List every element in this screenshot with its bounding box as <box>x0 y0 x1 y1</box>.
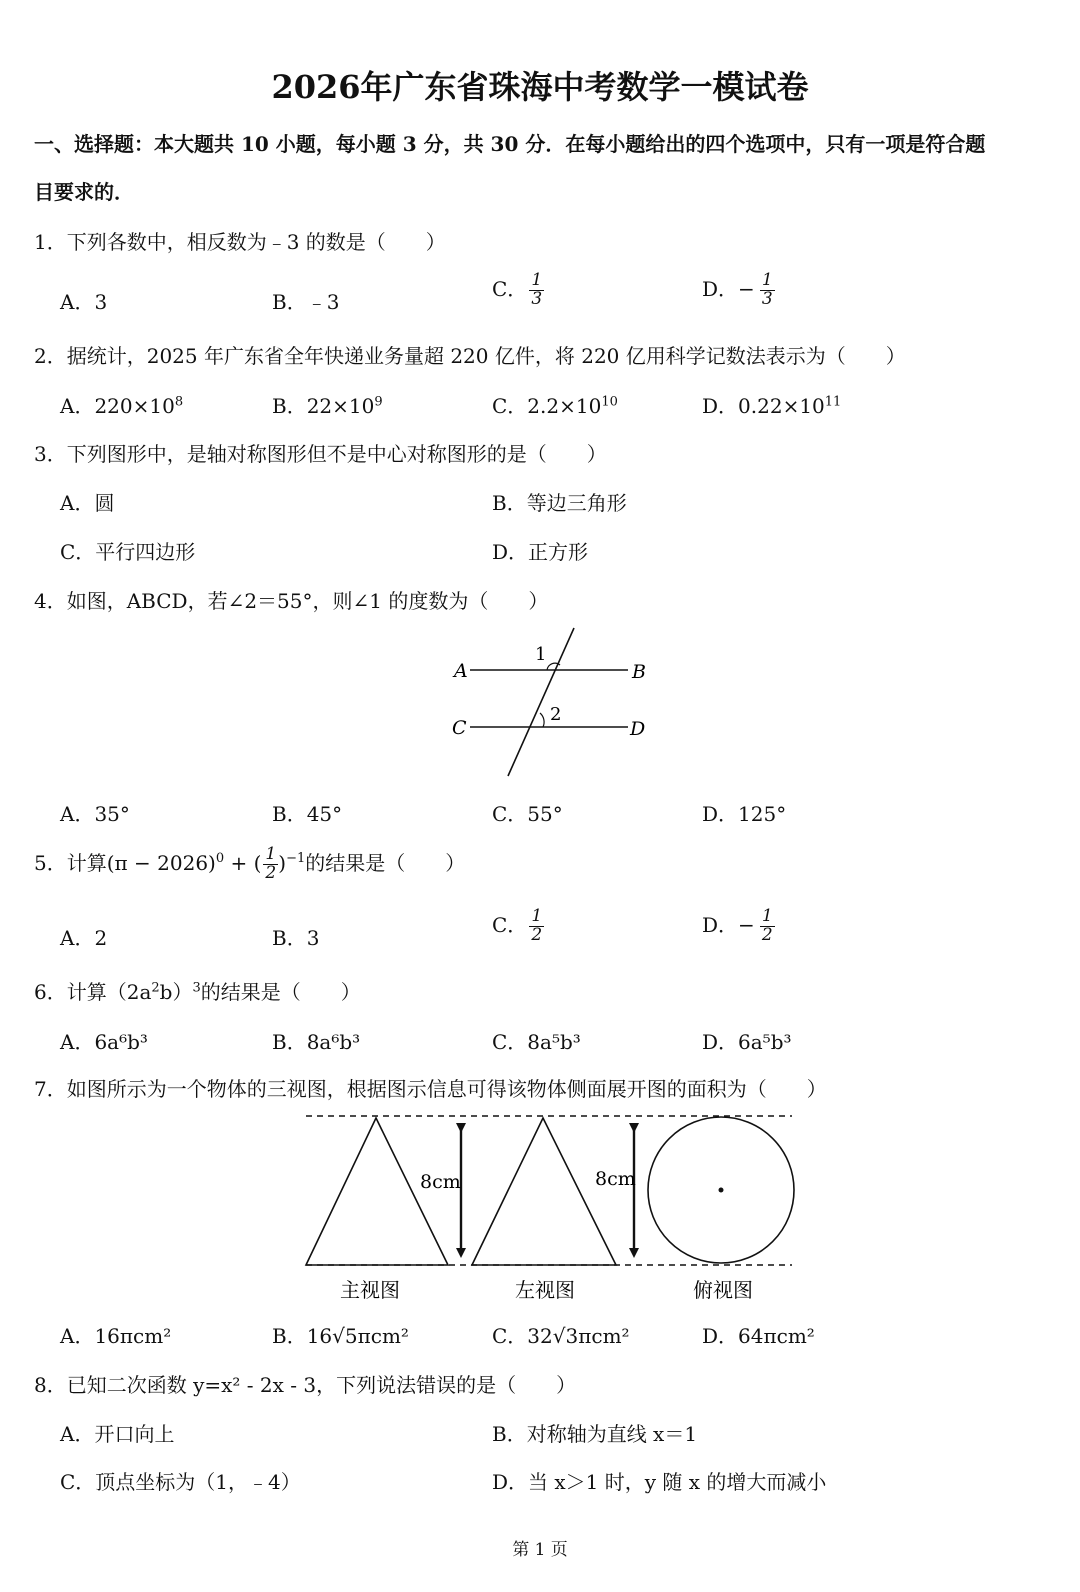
page-title: 2026年广东省珠海中考数学一模试卷 <box>271 68 809 106</box>
label-angle-2: 2 <box>550 704 562 725</box>
exponent: 11 <box>824 394 842 410</box>
q3-stem: 3．下列图形中，是轴对称图形但不是中心对称图形的是（ ） <box>34 442 607 466</box>
q1-option-d <box>702 272 775 309</box>
q7-option-d: D．64πcm² <box>702 1324 815 1348</box>
height-label-1: 8cm <box>420 1171 461 1193</box>
q2-option-d <box>702 390 841 419</box>
minus-sign: − <box>738 912 755 937</box>
q4-option-c: C．55° <box>492 802 563 826</box>
q6-stem-post: 的结果是（ ） <box>200 980 361 1004</box>
q5-option-c-fraction <box>529 908 544 945</box>
fraction-denominator: 2 <box>531 924 543 945</box>
exponent: 8 <box>174 394 184 410</box>
label-d: D <box>630 718 646 740</box>
section-heading-line2: 目要求的． <box>34 180 134 204</box>
exponent: 3 <box>192 980 201 996</box>
angle-2-arc <box>540 713 544 727</box>
fraction-denominator: 3 <box>761 288 773 309</box>
q5-option-d-fraction <box>760 908 775 945</box>
page-number: 第 1 页 <box>512 1540 568 1560</box>
minus-sign: − <box>738 276 755 301</box>
label-b: B <box>632 661 646 683</box>
q8-stem: 8．已知二次函数 y=x² - 2x - 3，下列说法错误的是（ ） <box>34 1373 577 1397</box>
q2-option-c <box>492 390 618 419</box>
fraction-numerator: 1 <box>531 906 543 926</box>
q6-option-c: C．8a⁵b³ <box>492 1030 581 1054</box>
q6-stem-pre: 6．计算（2a <box>34 980 152 1004</box>
q5-option-c <box>492 908 544 945</box>
top-view-caption: 俯视图 <box>693 1278 753 1302</box>
exponent: 9 <box>374 394 383 410</box>
q2-option-a-base: A．220×10 <box>60 394 175 418</box>
exponent: 10 <box>601 394 618 410</box>
fraction-numerator: 1 <box>761 270 773 290</box>
q7-stem: 7．如图所示为一个物体的三视图，根据图示信息可得该物体侧面展开图的面积为（ ） <box>34 1077 827 1101</box>
q1-option-c-fraction <box>529 272 544 309</box>
circle-center-dot <box>719 1188 724 1193</box>
fraction-denominator: 2 <box>265 862 277 883</box>
q1-option-d-label: D． <box>702 276 739 301</box>
exponent: 0 <box>215 851 225 867</box>
q6-stem-mid: b） <box>159 980 193 1004</box>
q5-option-d-label: D． <box>702 912 739 937</box>
q5-stem-post: 的结果是（ ） <box>305 850 466 875</box>
label-a: A <box>454 660 468 682</box>
q6-option-b: B．8a⁶b³ <box>272 1030 361 1054</box>
q2-option-d-base: D．0.22×10 <box>702 394 825 418</box>
q7-option-a: A．16πcm² <box>60 1324 172 1348</box>
q5-option-c-label: C． <box>492 912 528 937</box>
front-view-caption: 主视图 <box>340 1278 400 1302</box>
q4-option-d: D．125° <box>702 802 787 826</box>
q7-option-c: C．32√3πcm² <box>492 1324 630 1348</box>
left-view-triangle <box>472 1118 616 1265</box>
q7-option-b: B．16√5πcm² <box>272 1324 409 1348</box>
q4-stem: 4．如图，ABCD，若∠2＝55°，则∠1 的度数为（ ） <box>34 589 549 613</box>
q1-option-c <box>492 272 544 309</box>
q4-parallel-lines-figure <box>440 622 670 782</box>
q5-option-d <box>702 908 775 945</box>
height-label-2: 8cm <box>595 1168 636 1190</box>
fraction-numerator: 1 <box>761 906 773 926</box>
q3-option-d: D．正方形 <box>492 540 589 564</box>
exponent: 2 <box>151 980 160 996</box>
q5-option-b: B．3 <box>272 926 320 950</box>
q2-stem: 2．据统计，2025 年广东省全年快递业务量超 220 亿件，将 220 亿用科学记数法表示为（ ） <box>34 344 906 368</box>
q8-option-a: A．开口向上 <box>60 1422 175 1446</box>
q4-option-b: B．45° <box>272 802 343 826</box>
q2-option-b <box>272 390 383 419</box>
q1-option-b: B．﹣3 <box>272 290 340 314</box>
q2-option-b-base: B．22×10 <box>272 394 375 418</box>
section-heading-line1: 一、选择题：本大题共 10 小题，每小题 3 分，共 30 分．在每小题给出的四个选项中，只有一项是符合题 <box>34 132 986 156</box>
q8-option-d: D．当 x＞1 时，y 随 x 的增大而减小 <box>492 1470 827 1494</box>
fraction-numerator: 1 <box>265 844 277 864</box>
q5-stem-plus: + ( <box>224 850 262 875</box>
fraction-denominator: 3 <box>531 288 543 309</box>
fraction-numerator: 1 <box>531 270 543 290</box>
q3-option-a: A．圆 <box>60 491 115 515</box>
q8-option-c: C．顶点坐标为（1，﹣4） <box>60 1470 301 1494</box>
q1-option-c-label: C． <box>492 276 528 301</box>
q5-option-a: A．2 <box>60 926 108 950</box>
q2-option-a <box>60 390 183 419</box>
q6-option-a: A．6a⁶b³ <box>60 1030 148 1054</box>
label-c: C <box>452 717 467 739</box>
q3-option-c: C．平行四边形 <box>60 540 196 564</box>
fraction-denominator: 2 <box>761 924 773 945</box>
q3-option-b: B．等边三角形 <box>492 491 627 515</box>
q6-option-d: D．6a⁵b³ <box>702 1030 792 1054</box>
q1-option-a: A．3 <box>60 290 108 314</box>
q5-stem-fraction <box>263 846 278 883</box>
q1-stem: 1．下列各数中，相反数为﹣3 的数是（ ） <box>34 230 446 254</box>
angle-1-arc <box>547 663 560 670</box>
q5-stem: 5．计算$(\pi - 2026)^0$ + ( $\frac{1}{2}$ )$^{-1}$的结果是（ ） <box>34 844 466 883</box>
q1-option-d-fraction <box>760 272 775 309</box>
q4-option-a: A．35° <box>60 802 130 826</box>
q7-three-views-figure <box>300 1108 810 1308</box>
exponent: −1 <box>286 851 306 867</box>
left-view-caption: 左视图 <box>515 1278 575 1302</box>
label-angle-1: 1 <box>535 644 547 665</box>
q2-option-c-base: C．2.2×10 <box>492 394 602 418</box>
q8-option-b: B．对称轴为直线 x＝1 <box>492 1422 698 1446</box>
q5-stem-pre: 5．计算(π − 2026) <box>34 850 216 875</box>
q6-stem <box>34 976 361 1005</box>
